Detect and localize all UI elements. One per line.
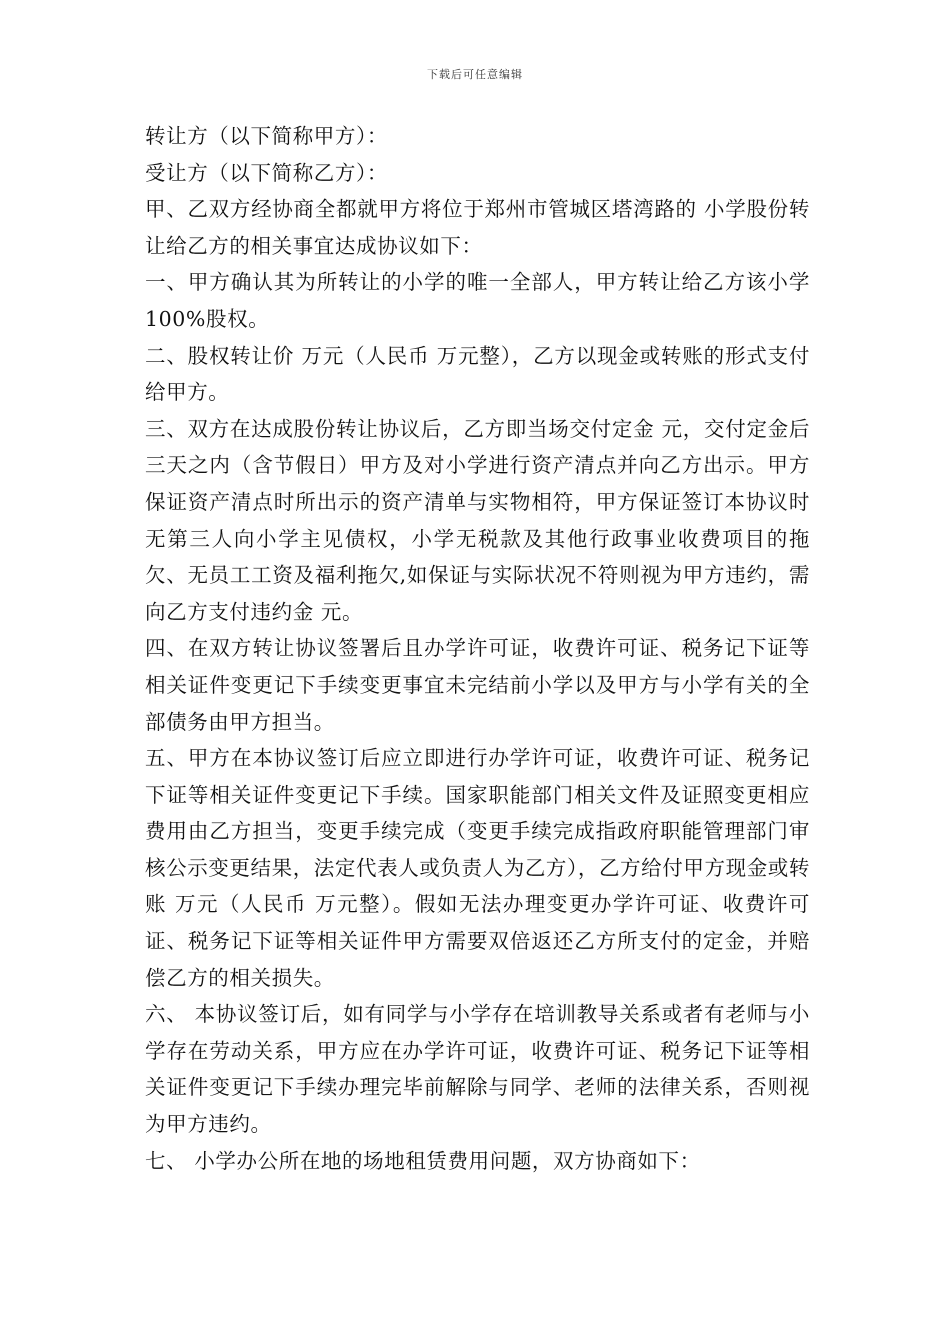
clause-1: 一、甲方确认其为所转让的小学的唯一全部人，甲方转让给乙方该小学 100%股权。	[145, 270, 810, 331]
clause-3: 三、双方在达成股份转让协议后，乙方即当场交付定金 元，交付定金后三天之内（含节假日）甲方及对小学进行资产清点并向乙方出示。甲方保证资产清点时所出示的资产清单与实物相符，甲方保证签订本协议时无第三人向小学主见债权，小学无税款及其他行政事业收费项目的拖欠、无员工工资及福利拖欠,如保证与实际状况不符则视为甲方违约，需向乙方支付违约金 元。	[145, 416, 810, 624]
clause-5: 五、甲方在本协议签订后应立即进行办学许可证，收费许可证、税务记下证等相关证件变更记下手续。国家职能部门相关文件及证照变更相应费用由乙方担当，变更手续完成（变更手续完成指政府职能管理部门审核公示变更结果，法定代表人或负责人为乙方），乙方给付甲方现金或转账 万元（人民币 万元整）。假如无法办理变更办学许可证、收费许可证、税务记下证等相关证件甲方需要双倍返还乙方所支付的定金，并赔偿乙方的相关损失。	[145, 746, 810, 990]
clause-4: 四、在双方转让协议签署后且办学许可证，收费许可证、税务记下证等相关证件变更记下手续变更事宜未完结前小学以及甲方与小学有关的全部债务由甲方担当。	[145, 636, 810, 734]
clause-2: 二、股权转让价 万元（人民币 万元整），乙方以现金或转账的形式支付给甲方。	[145, 343, 810, 405]
page-header: 下载后可任意编辑	[427, 68, 523, 81]
intro-paragraph: 甲、乙双方经协商全都就甲方将位于郑州市管城区塔湾路的 小学股份转让给乙方的相关事宜达成协议如下：	[145, 197, 810, 258]
clause-7: 七、 小学办公所在地的场地租赁费用问题，双方协商如下：	[145, 1148, 701, 1173]
agreement-body	[145, 118, 810, 1179]
clause-6: 六、 本协议签订后，如有同学与小学存在培训教导关系或者有老师与小学存在劳动关系，甲方应在办学许可证，收费许可证、税务记下证等相关证件变更记下手续办理完毕前解除与同学、老师的法律关系，否则视为甲方违约。	[145, 1002, 810, 1137]
party-a-line: 转让方（以下简称甲方）：	[145, 124, 388, 148]
party-b-line: 受让方（以下简称乙方）：	[145, 160, 388, 185]
